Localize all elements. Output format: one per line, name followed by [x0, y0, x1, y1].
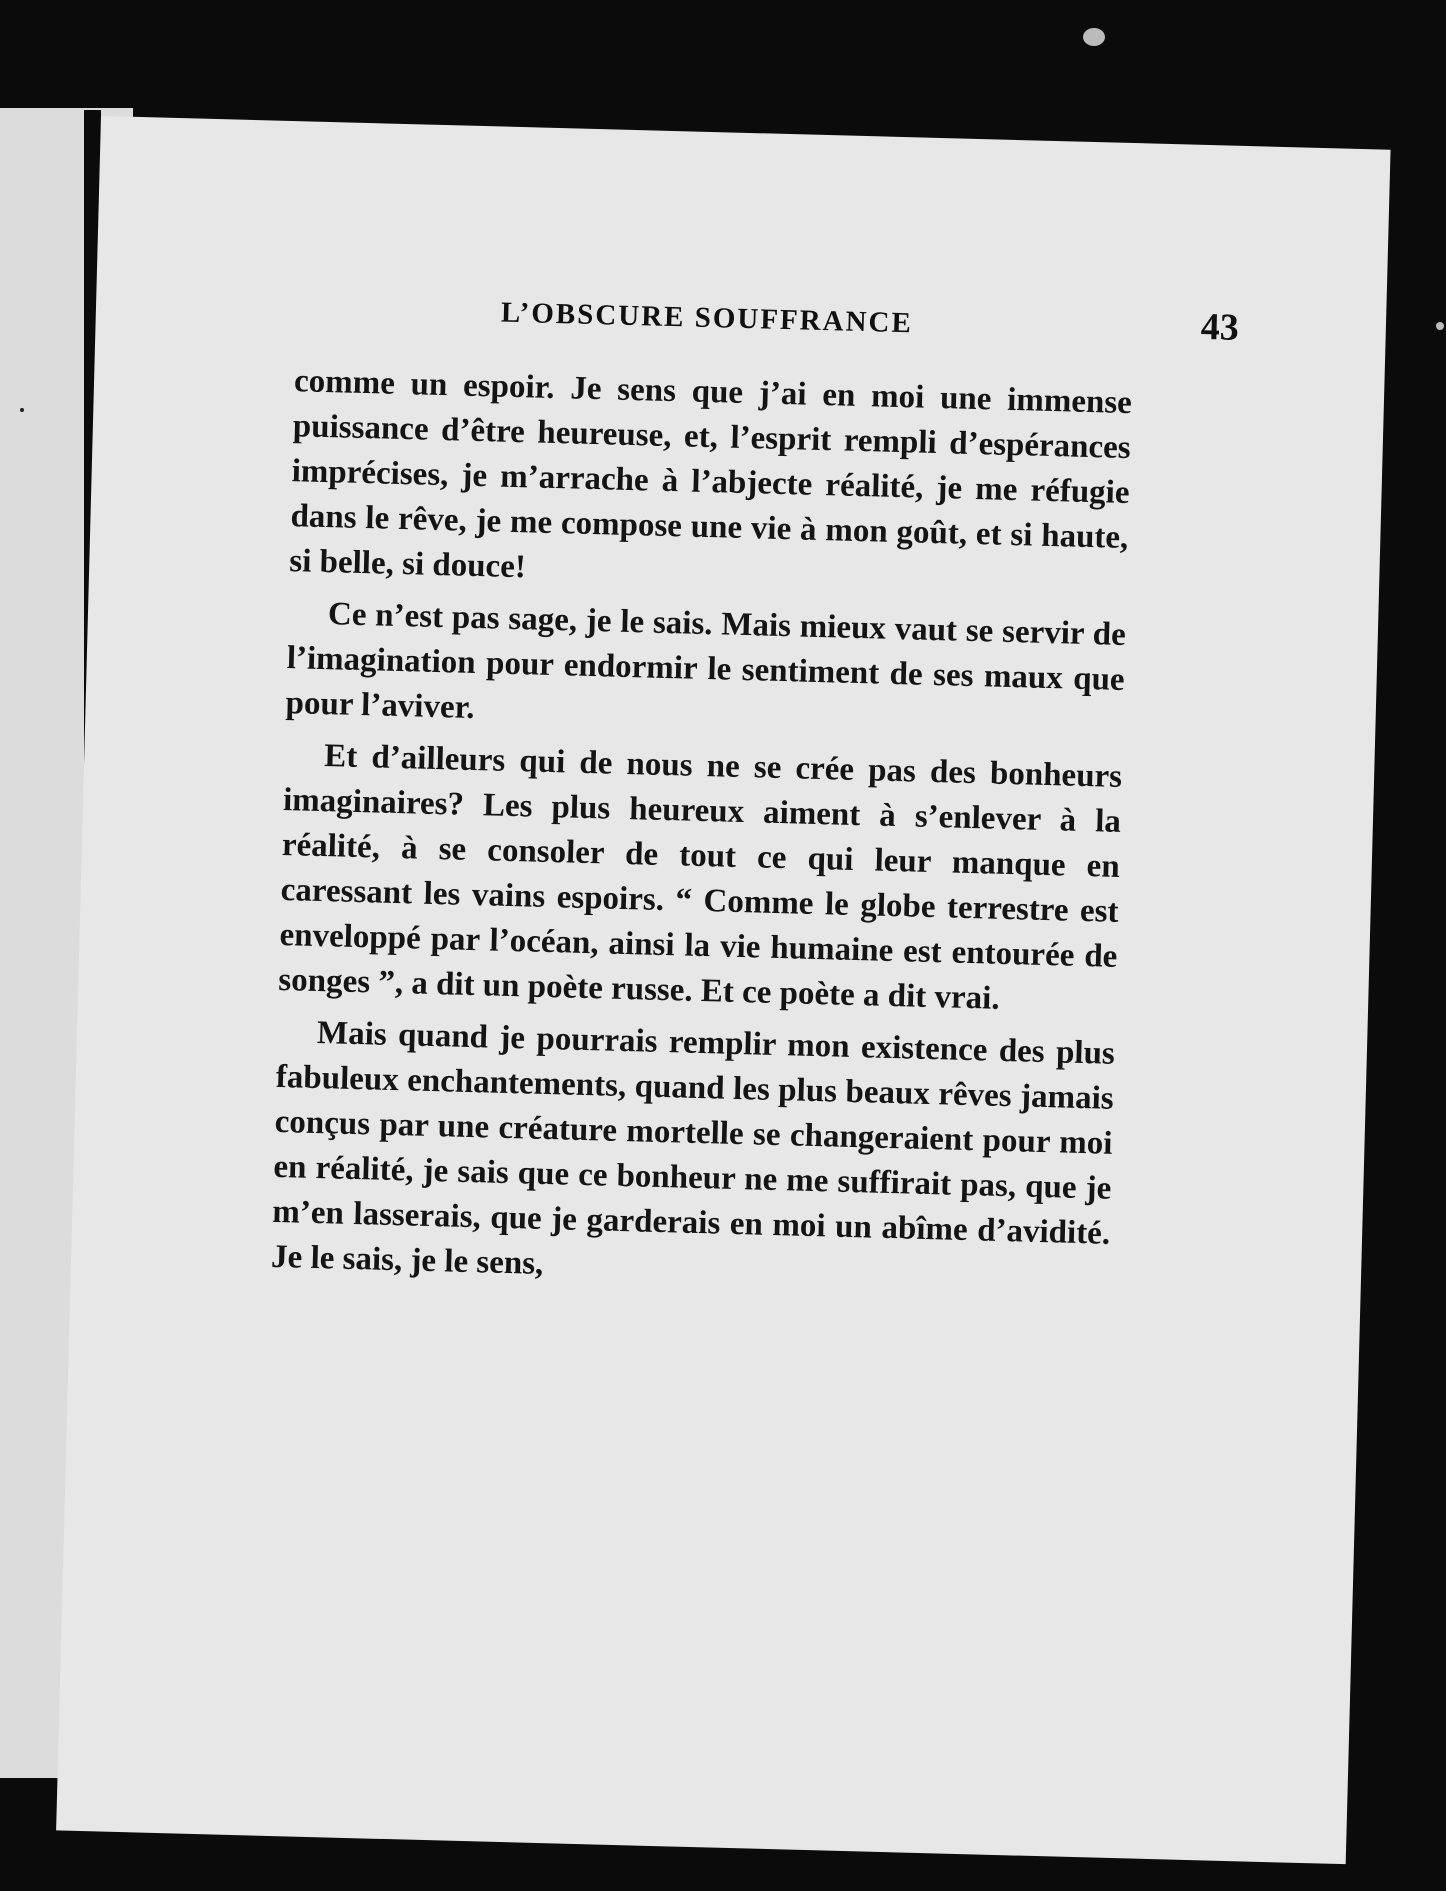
paragraph: Mais quand je pourrais remplir mon existence des plus fabuleux enchantements, quand les plus beaux rêves jamais conçus par une créature mortelle se changeraient pour moi en réalité, je sais que ce bonheur ne me suffirait pas, que je m’en lasserais, que je garderais en moi un abîme d’avidité. Je le sais, je le sens,: [270, 1014, 1116, 1282]
paragraph: Ce n’est pas sage, je le sais. Mais mieux vaut se servir de l’imagination pour endormir le sentiment de ses maux que pour l’aviver.: [285, 596, 1127, 726]
page-header: [500, 287, 1239, 366]
book-page: [56, 116, 1390, 1864]
body-text: [270, 359, 1132, 1309]
page-number: 43: [1200, 305, 1240, 349]
scan-speck: [1083, 28, 1105, 46]
paragraph-continued: comme un espoir. Je sens que j’ai en moi une immense puissance d’être heureuse, et, l’esprit rempli d’espérances imprécises, je m’arrache à l’abjecte réalité, je me réfugie dans le rêve, je me compose une vie à mon goût, et si haute, si belle, si douce!: [288, 363, 1133, 586]
page-speck: [20, 408, 24, 412]
scan-speck: [1436, 322, 1444, 330]
running-head: L’OBSCURE SOUFFRANCE: [500, 296, 914, 340]
paragraph: Et d’ailleurs qui de nous ne se crée pas des bonheurs imaginaires? Les plus heureux aiment à s’enlever à la réalité, à se consoler de tout ce qui leur manque en caressant les vains espoirs. “ Comme le globe terrestre est enveloppé par l’océan, ainsi la vie humaine est entourée de songes ”, a dit un poète russe. Et ce poète a dit vrai.: [277, 738, 1123, 1017]
